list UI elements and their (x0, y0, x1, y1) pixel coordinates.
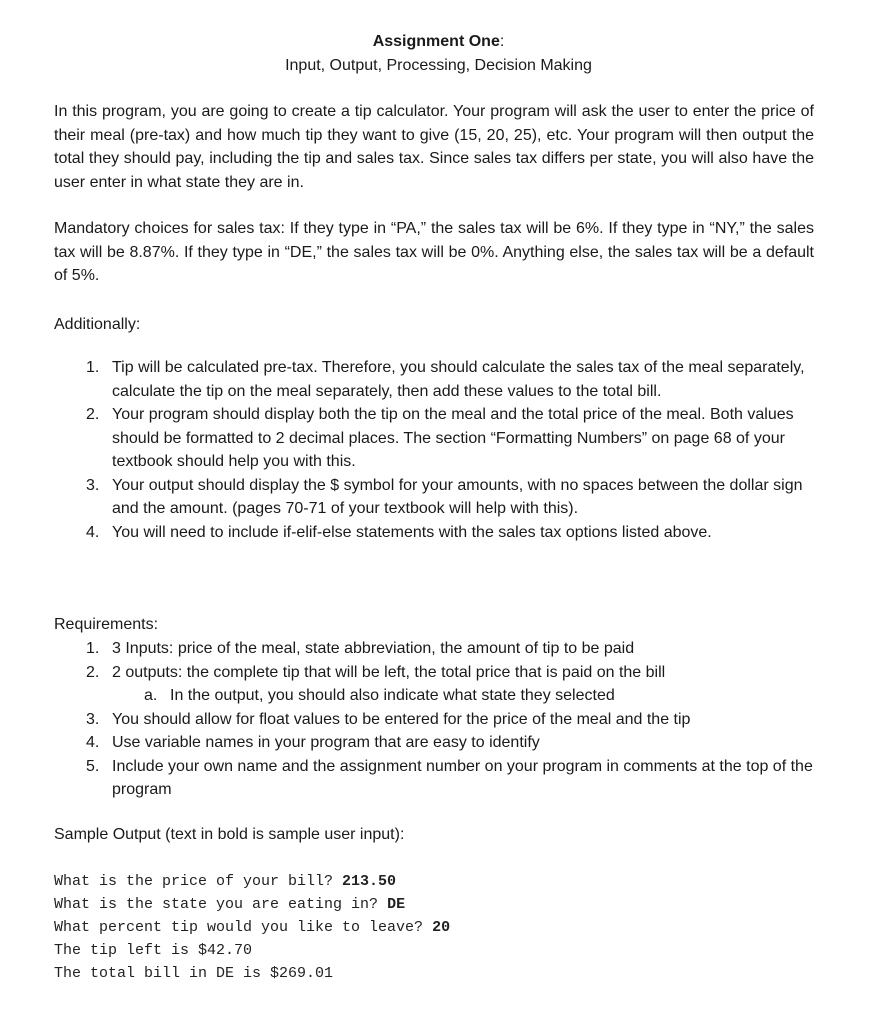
list-item (54, 403, 814, 474)
list-item-number: 3. (86, 476, 100, 494)
list-item-text: You should allow for float values to be entered for the price of the meal and the tip (112, 710, 691, 728)
code-line (54, 870, 450, 893)
code-user-input: 213.50 (342, 873, 397, 890)
list-item-text: Your output should display the $ symbol for your amounts, with no spaces between the dollar sign and the amount. (pages 70-71 of your textbook will help with this). (112, 476, 803, 517)
list-item-text: Use variable names in your program that are easy to identify (112, 734, 540, 751)
list-item (54, 731, 814, 755)
code-user-input: 20 (432, 919, 451, 936)
intro-paragraph-2: Mandatory choices for sales tax: If they type in “PA,” the sales tax will be 6%. If they type in “NY,” the sales tax will be 8.87%. If they type in “DE,” the sales tax will be 0%. Anything else, the sales tax will be a default of 5%. (54, 220, 814, 284)
list-item-text: 2 outputs: the complete tip that will be left, the total price that is paid on the bill (112, 663, 666, 681)
list-item (54, 755, 814, 802)
list-item (54, 474, 814, 521)
list-item-number: 1. (86, 640, 100, 657)
list-item-number: 4. (86, 734, 100, 751)
requirements-list (54, 637, 814, 802)
assignment-title-suffix: : (499, 33, 505, 50)
code-line (54, 962, 450, 985)
title-block (0, 30, 877, 78)
code-output: The tip left is $42.70 (54, 942, 253, 959)
list-item-number: 2. (86, 406, 100, 423)
sample-output-heading: Sample Output (text in bold is sample user input): (54, 826, 405, 843)
assignment-subtitle: Input, Output, Processing, Decision Making (285, 57, 592, 74)
sample-output-code (54, 870, 450, 985)
list-item-text: 3 Inputs: price of the meal, state abbreviation, the amount of tip to be paid (112, 640, 635, 657)
list-item-text: Tip will be calculated pre-tax. Therefore, you should calculate the sales tax of the meal separately, calculate the tip on the meal separately, then add these values to the total bill. (112, 359, 805, 400)
list-item (54, 521, 814, 545)
intro-paragraph-1: In this program, you are going to create a tip calculator. Your program will ask the user to enter the price of their meal (pre-tax) and how much tip they want to give (15, 20, 25), etc. Your program will then output the total they should pay, including the tip and sales tax. Since sales tax differs per state, you will also have the user enter in what state they are in. (54, 103, 814, 191)
requirements-heading: Requirements: (54, 616, 159, 633)
code-output: The total bill in DE is $269.01 (54, 965, 334, 982)
list-item-number: 1. (86, 359, 100, 376)
code-prompt: What percent tip would you like to leave? (54, 919, 433, 936)
list-item (54, 356, 814, 403)
list-item (54, 661, 814, 708)
list-item-number: 2. (86, 663, 100, 681)
list-item (54, 708, 814, 732)
list-item-text: You will need to include if-elif-else statements with the sales tax options listed above. (112, 523, 712, 541)
sub-list-item-letter: a. (144, 687, 158, 704)
code-line (54, 893, 450, 916)
code-line (54, 939, 450, 962)
code-prompt: What is the state you are eating in? (54, 896, 388, 913)
sub-list-item-text: In the output, you should also indicate what state they selected (170, 687, 615, 704)
requirements-sub-list (112, 684, 814, 708)
additional-list (54, 356, 814, 544)
code-prompt: What is the price of your bill? (54, 873, 343, 890)
list-item (54, 637, 814, 661)
additionally-heading: Additionally: (54, 316, 141, 333)
assignment-title: Assignment One (372, 33, 500, 50)
list-item-number: 4. (86, 523, 100, 541)
code-line (54, 916, 450, 939)
sub-list-item (112, 684, 814, 708)
code-user-input: DE (387, 896, 406, 913)
list-item-text: Your program should display both the tip on the meal and the total price of the meal. Both values should be formatted to 2 decimal places. The section “Formatting Numbers” on page 68 of your textbook should help you with this. (112, 406, 794, 470)
list-item-number: 5. (86, 757, 100, 775)
list-item-text: Include your own name and the assignment number on your program in comments at the top of the program (112, 757, 813, 798)
list-item-number: 3. (86, 710, 100, 728)
